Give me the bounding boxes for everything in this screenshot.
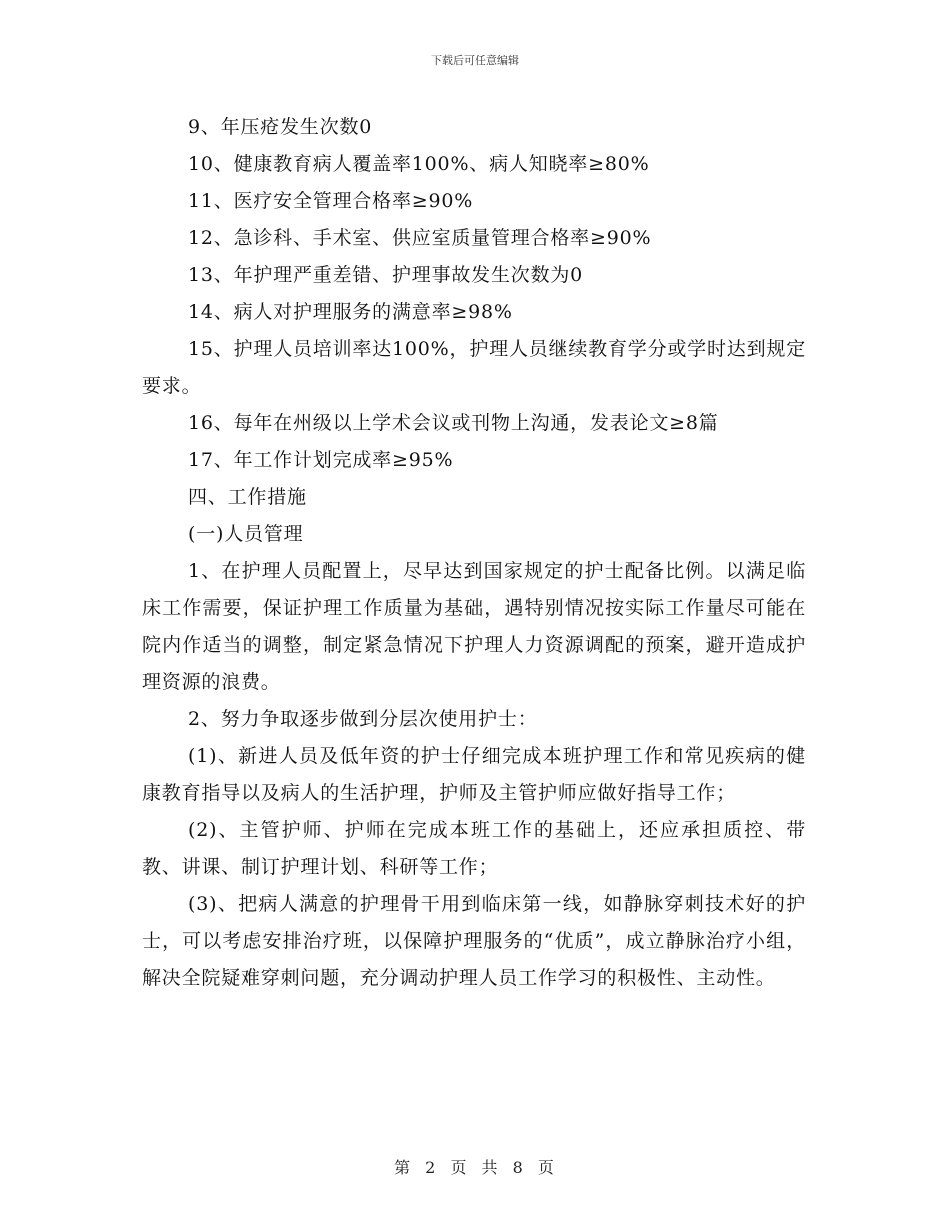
goal-item-17: 17、年工作计划完成率≥95% xyxy=(188,449,454,471)
goal-item-16: 16、每年在州级以上学术会议或刊物上沟通，发表论文≥8篇 xyxy=(188,412,719,434)
goal-item-15: 15、护理人员培训率达100%，护理人员继续教育学分或学时达到规定要求。 xyxy=(142,338,806,397)
goal-item-12: 12、急诊科、手术室、供应室质量管理合格率≥90% xyxy=(188,227,652,249)
paragraph-staffing: 1、在护理人员配置上，尽早达到国家规定的护士配备比例。以满足临床工作需要，保证护理工作质量为基础，遇特别情况按实际工作量尽可能在院内作适当的调整，制定紧急情况下护理人力资源调配的预案，避开造成护理资源的浪费。 xyxy=(142,560,806,693)
paragraph-sub-1: (1)、新进人员及低年资的护士仔细完成本班护理工作和常见疾病的健康教育指导以及病人的生活护理，护师及主管护师应做好指导工作； xyxy=(142,745,806,804)
page-indicator: 第 2 页 共 8 页 xyxy=(394,1158,556,1177)
subsection-heading: (一)人员管理 xyxy=(188,523,304,545)
section-heading: 四、工作措施 xyxy=(188,486,307,508)
document-body xyxy=(142,109,806,997)
paragraph-tiered-usage: 2、努力争取逐步做到分层次使用护士： xyxy=(188,708,538,730)
goal-item-10: 10、健康教育病人覆盖率100%、病人知晓率≥80% xyxy=(188,153,650,175)
paragraph-sub-2: (2)、主管护师、护师在完成本班工作的基础上，还应承担质控、带教、讲课、制订护理计划、科研等工作； xyxy=(142,819,806,878)
header-note: 下载后可任意编辑 xyxy=(431,54,519,67)
paragraph-sub-3: (3)、把病人满意的护理骨干用到临床第一线，如静脉穿刺技术好的护士，可以考虑安排治疗班，以保障护理服务的“优质”，成立静脉治疗小组，解决全院疑难穿刺问题，充分调动护理人员工作学习的积极性、主动性。 xyxy=(142,893,806,989)
goal-item-13: 13、年护理严重差错、护理事故发生次数为0 xyxy=(188,264,584,286)
goal-item-14: 14、病人对护理服务的满意率≥98% xyxy=(188,301,513,323)
goal-item-9: 9、年压疮发生次数0 xyxy=(188,116,373,138)
goal-item-11: 11、医疗安全管理合格率≥90% xyxy=(188,190,474,212)
